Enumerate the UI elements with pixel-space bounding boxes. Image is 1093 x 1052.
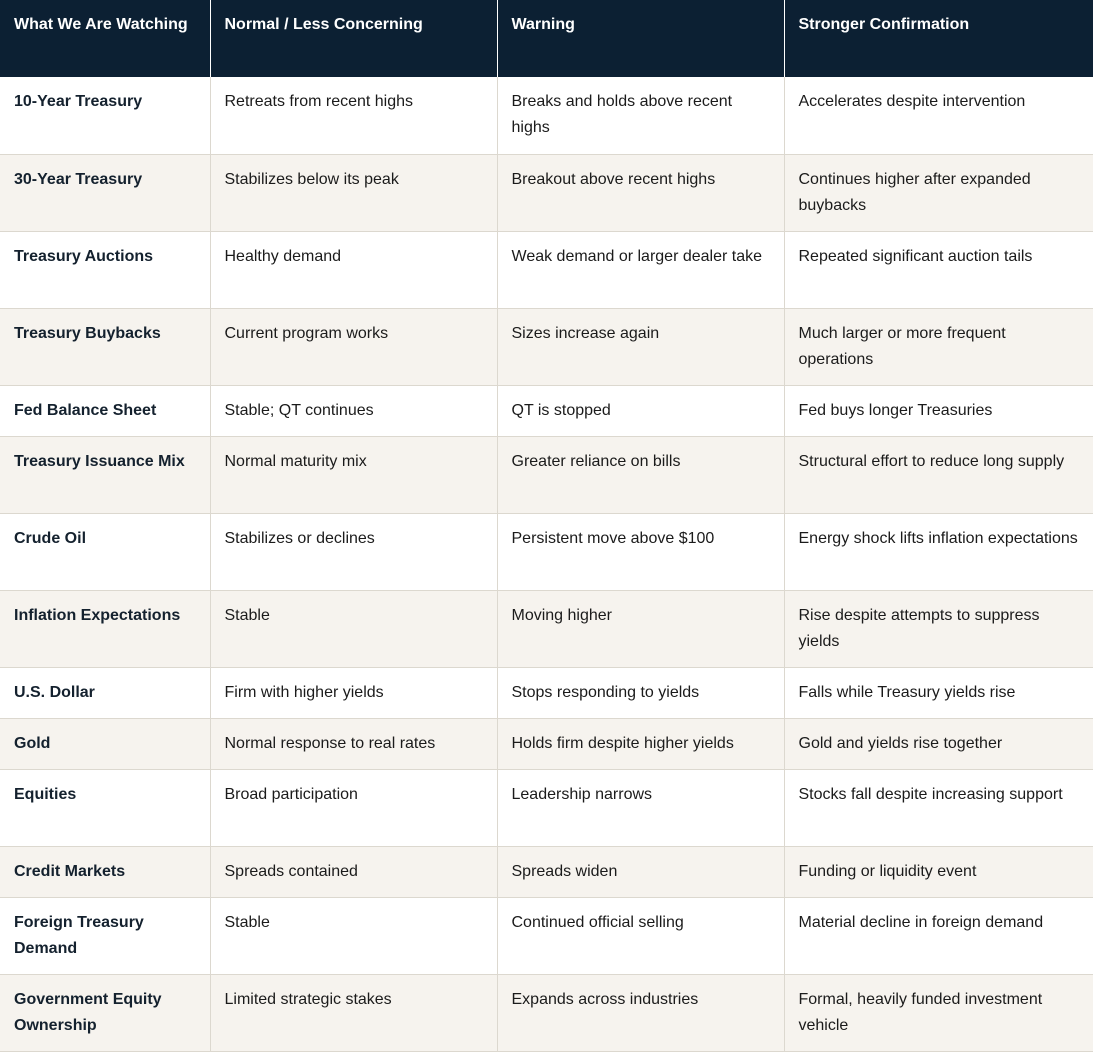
indicator-label: 30-Year Treasury [0,154,210,231]
confirmation-cell: Much larger or more frequent operations [784,308,1093,385]
table-row [0,667,1093,718]
table-row [0,231,1093,308]
table-row [0,846,1093,897]
confirmation-cell: Energy shock lifts inflation expectations [784,513,1093,590]
warning-cell: Moving higher [497,590,784,667]
table-row [0,77,1093,154]
normal-cell: Normal response to real rates [210,718,497,769]
warning-cell: Breakout above recent highs [497,154,784,231]
normal-cell: Broad participation [210,769,497,846]
header-stronger-confirmation: Stronger Confirmation [784,0,1093,77]
indicator-label: Foreign Treasury Demand [0,897,210,974]
normal-cell: Current program works [210,308,497,385]
indicator-label: Gold [0,718,210,769]
warning-cell: Spreads widen [497,846,784,897]
normal-cell: Stabilizes or declines [210,513,497,590]
normal-cell: Limited strategic stakes [210,974,497,1051]
table-row [0,718,1093,769]
confirmation-cell: Rise despite attempts to suppress yields [784,590,1093,667]
table-row [0,436,1093,513]
table-header [0,0,1093,77]
normal-cell: Healthy demand [210,231,497,308]
warning-cell: Continued official selling [497,897,784,974]
indicator-label: Credit Markets [0,846,210,897]
indicator-label: Treasury Buybacks [0,308,210,385]
confirmation-cell: Gold and yields rise together [784,718,1093,769]
header-normal: Normal / Less Concerning [210,0,497,77]
normal-cell: Normal maturity mix [210,436,497,513]
indicator-label: Treasury Auctions [0,231,210,308]
warning-cell: Breaks and holds above recent highs [497,77,784,154]
normal-cell: Stable; QT continues [210,385,497,436]
confirmation-cell: Structural effort to reduce long supply [784,436,1093,513]
warning-cell: Stops responding to yields [497,667,784,718]
warning-cell: Holds firm despite higher yields [497,718,784,769]
confirmation-cell: Falls while Treasury yields rise [784,667,1093,718]
header-row [0,0,1093,77]
table-body [0,77,1093,1051]
table-row [0,769,1093,846]
header-what-we-are-watching: What We Are Watching [0,0,210,77]
warning-cell: Leadership narrows [497,769,784,846]
warning-cell: Weak demand or larger dealer take [497,231,784,308]
table-row [0,974,1093,1051]
normal-cell: Retreats from recent highs [210,77,497,154]
confirmation-cell: Material decline in foreign demand [784,897,1093,974]
confirmation-cell: Accelerates despite intervention [784,77,1093,154]
confirmation-cell: Fed buys longer Treasuries [784,385,1093,436]
indicator-label: Crude Oil [0,513,210,590]
normal-cell: Stable [210,897,497,974]
indicator-label: U.S. Dollar [0,667,210,718]
warning-cell: Sizes increase again [497,308,784,385]
warning-cell: Greater reliance on bills [497,436,784,513]
indicator-label: 10-Year Treasury [0,77,210,154]
confirmation-cell: Formal, heavily funded investment vehicle [784,974,1093,1051]
warning-cell: Expands across industries [497,974,784,1051]
table-row [0,590,1093,667]
confirmation-cell: Stocks fall despite increasing support [784,769,1093,846]
table-row [0,513,1093,590]
indicator-label: Inflation Expectations [0,590,210,667]
indicator-label: Fed Balance Sheet [0,385,210,436]
header-warning: Warning [497,0,784,77]
indicator-label: Equities [0,769,210,846]
table-row [0,385,1093,436]
warning-cell: QT is stopped [497,385,784,436]
confirmation-cell: Continues higher after expanded buybacks [784,154,1093,231]
table-row [0,154,1093,231]
table-row [0,897,1093,974]
indicator-label: Treasury Issuance Mix [0,436,210,513]
normal-cell: Firm with higher yields [210,667,497,718]
warning-cell: Persistent move above $100 [497,513,784,590]
normal-cell: Stable [210,590,497,667]
confirmation-cell: Repeated significant auction tails [784,231,1093,308]
indicator-label: Government Equity Ownership [0,974,210,1051]
normal-cell: Spreads contained [210,846,497,897]
normal-cell: Stabilizes below its peak [210,154,497,231]
confirmation-cell: Funding or liquidity event [784,846,1093,897]
table-row [0,308,1093,385]
